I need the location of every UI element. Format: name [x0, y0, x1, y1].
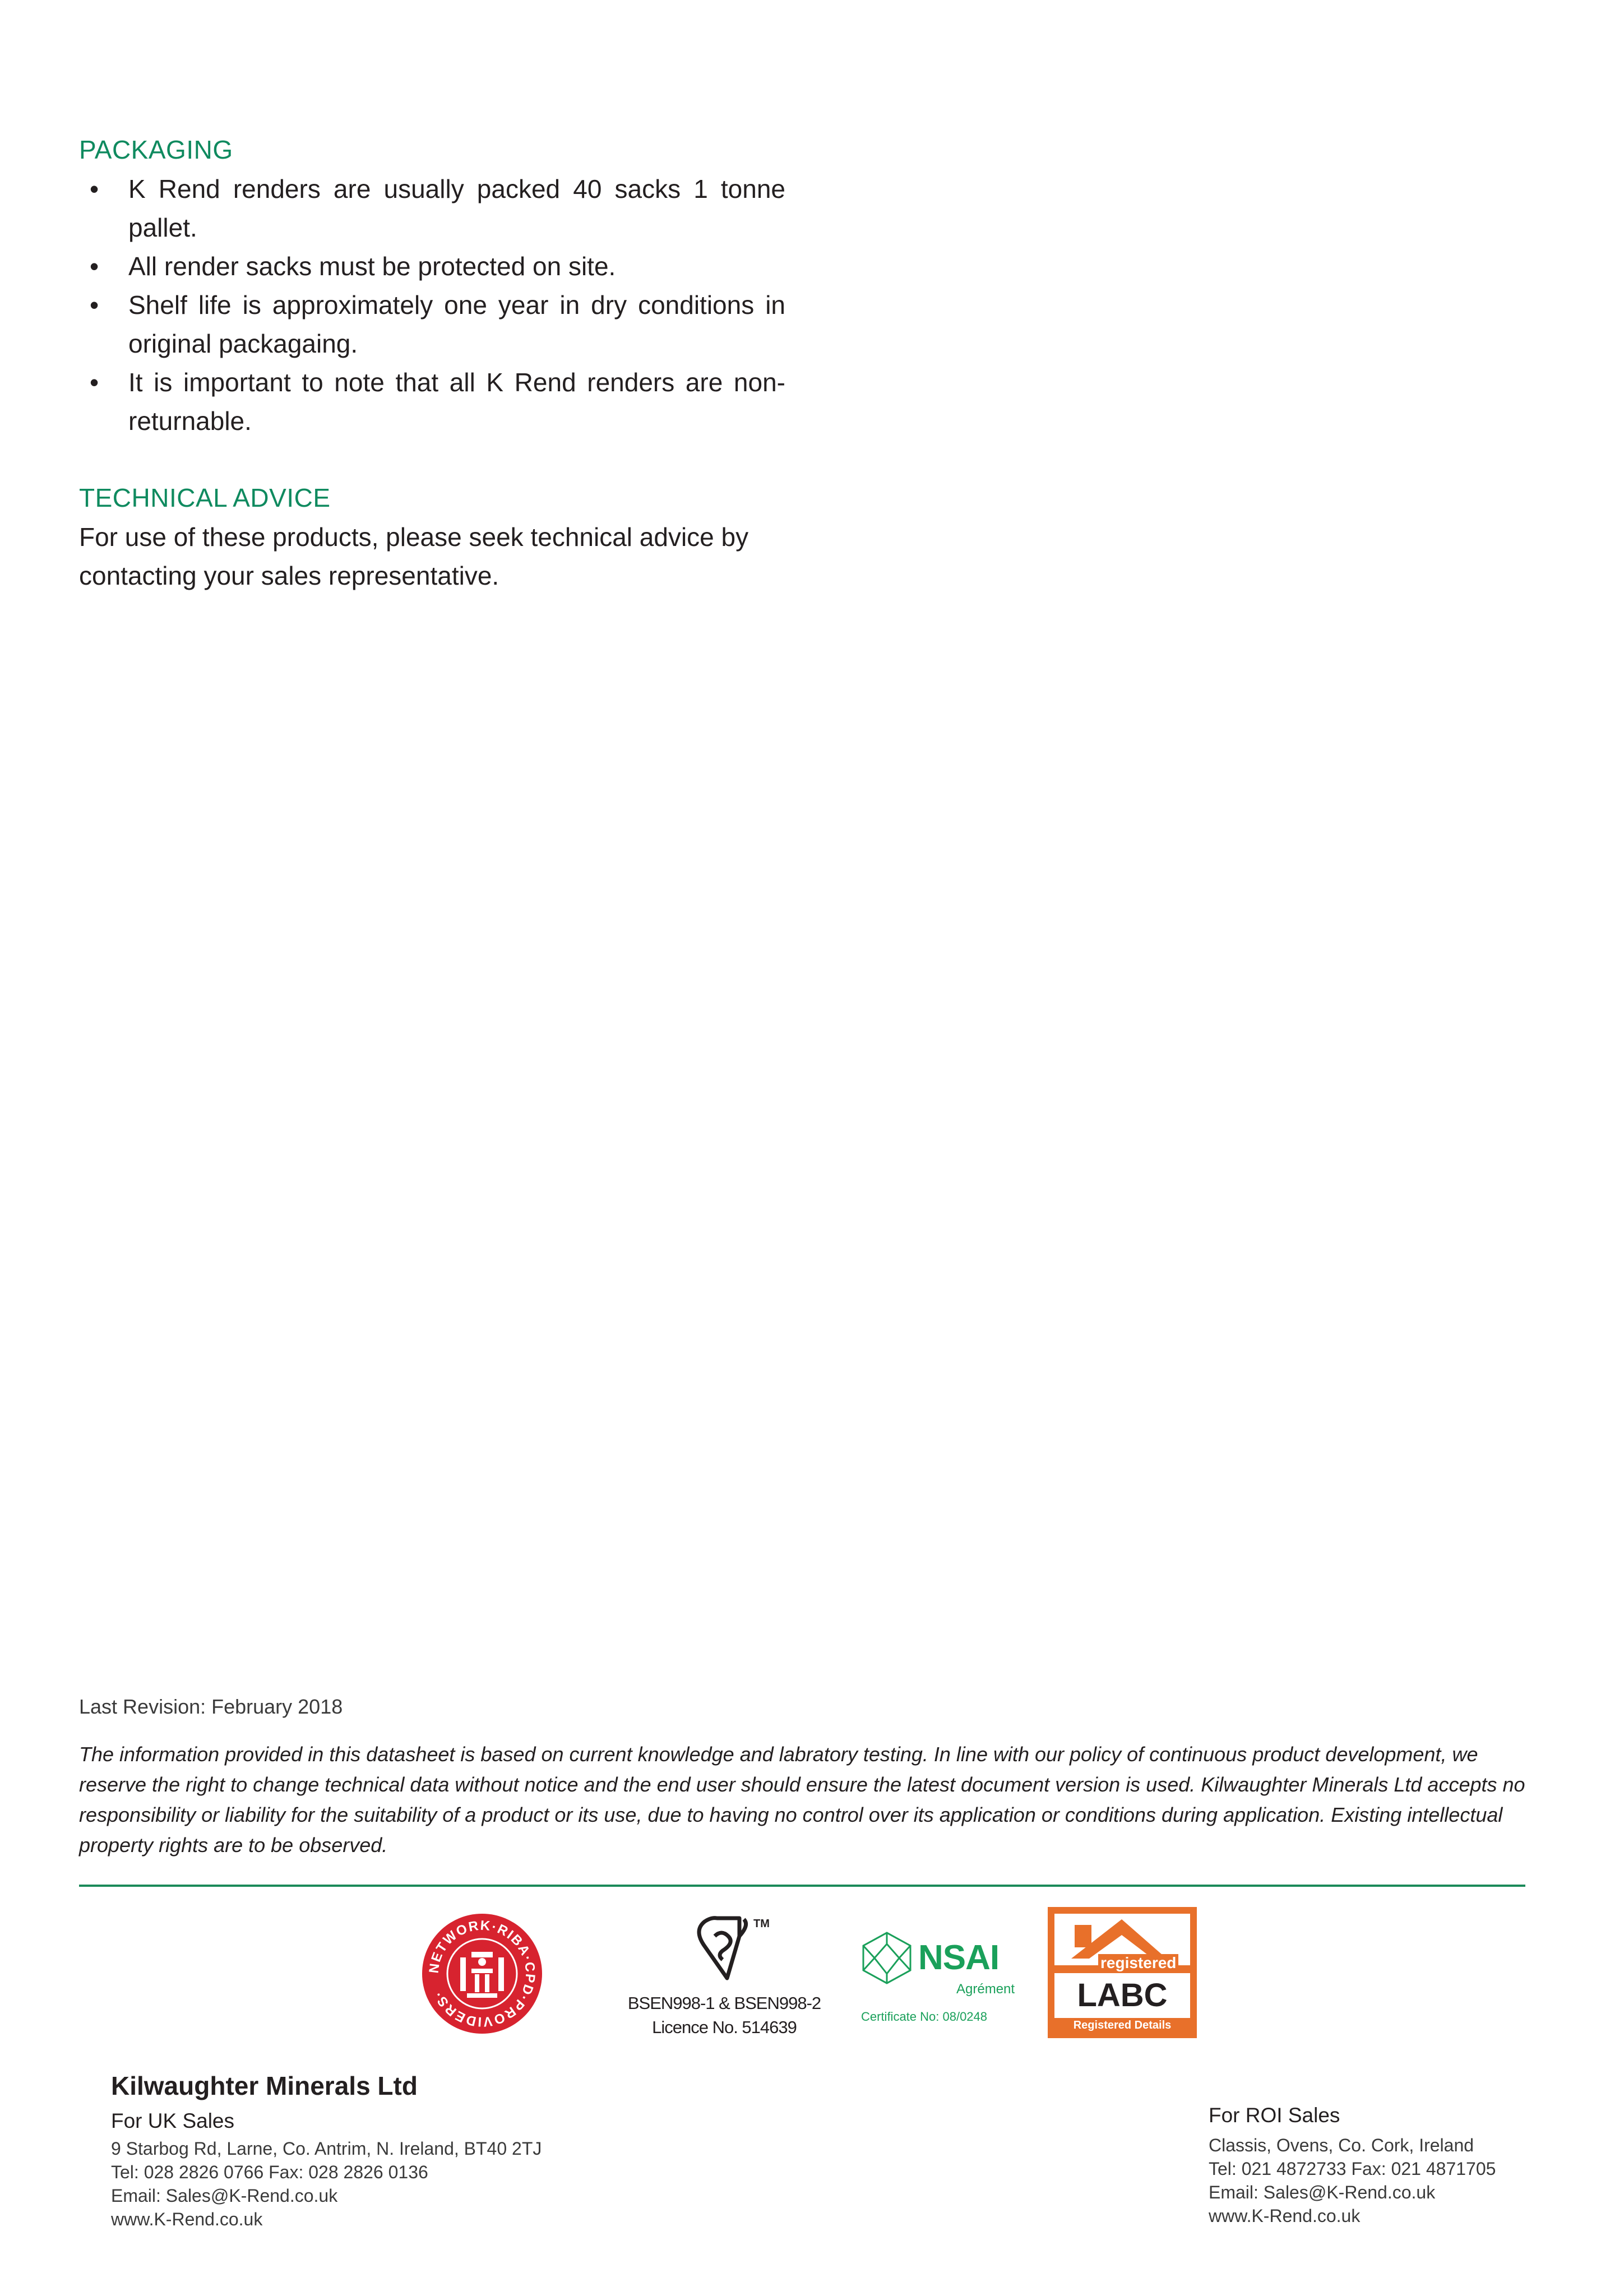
kitemark-standards: BSEN998-1 & BSEN998-2 [627, 1993, 821, 2013]
disclaimer: The information provided in this datasheet is based on current knowledge and labratory testing. In line with our policy of continuous product development, we reserve the right to change technical data without notice and the end user should ensure the latest document version is used. Kilwaughter Minerals Ltd accepts no responsibility or liability for the suitability of a product or its use, due to having no control over its application or conditions during application. Existing intellectual property rights are to be observed. [79, 1743, 1525, 1857]
kitemark-icon [688, 1914, 778, 1984]
nsai-name: NSAI [918, 1938, 1000, 1977]
roi-address: Classis, Ovens, Co. Cork, Ireland [1209, 2135, 1474, 2155]
company-name: Kilwaughter Minerals Ltd [111, 2071, 418, 2100]
roi-phone: Tel: 021 4872733 Fax: 021 4871705 [1209, 2159, 1496, 2179]
labc-details: Registered Details [1073, 2019, 1172, 2031]
roi-contact [1209, 2133, 1496, 2228]
divider [79, 1885, 1525, 1887]
last-revision: Last Revision: February 2018 [79, 1695, 343, 1718]
uk-website[interactable]: www.K-Rend.co.uk [111, 2209, 263, 2229]
uk-contact [111, 2137, 542, 2231]
list-item: • All render sacks must be protected on site. [79, 247, 785, 286]
roi-sales-title: For ROI Sales [1209, 2104, 1340, 2127]
nsai-polyhedron-icon [859, 1930, 915, 1986]
nsai-agrement: Agrément [956, 1982, 1015, 1997]
labc-logo [1048, 1907, 1197, 2038]
bullet-icon: • [89, 252, 99, 281]
riba-cpd-logo [421, 1913, 543, 2035]
nsai-certificate: Certificate No: 08/0248 [861, 2010, 988, 2024]
kitemark-logo [612, 1914, 836, 2043]
technical-advice-text: For use of these products, please seek technical advice by contacting your sales representative. [79, 522, 749, 590]
bullet-icon: • [89, 290, 99, 320]
labc-name: LABC [1054, 1973, 1190, 2018]
svg-text:TM: TM [753, 1918, 770, 1930]
nsai-logo [857, 1930, 1014, 2031]
list-item: • It is important to note that all K Rend renders are non-returnable. [79, 363, 785, 441]
list-item: • Shelf life is approximately one year in dry conditions in original packagaing. [79, 286, 785, 363]
kitemark-licence: Licence No. 514639 [652, 2017, 797, 2037]
bullet-icon: • [89, 174, 99, 203]
roi-email[interactable]: Email: Sales@K-Rend.co.uk [1209, 2182, 1436, 2202]
packaging-list [79, 170, 785, 441]
uk-email[interactable]: Email: Sales@K-Rend.co.uk [111, 2186, 338, 2206]
riba-ring-text: NETWORK·RIBA·CPD·PROVIDERS· [426, 1918, 538, 2030]
packaging-heading: PACKAGING [79, 135, 233, 164]
uk-address: 9 Starbog Rd, Larne, Co. Antrim, N. Ireland, BT40 2TJ [111, 2138, 542, 2159]
list-item: • K Rend renders are usually packed 40 sacks 1 tonne pallet. [79, 170, 785, 247]
uk-phone: Tel: 028 2826 0766 Fax: 028 2826 0136 [111, 2162, 428, 2182]
labc-registered: registered [1098, 1954, 1178, 1972]
bullet-icon: • [89, 368, 99, 397]
technical-advice-heading: TECHNICAL ADVICE [79, 483, 331, 512]
roi-website[interactable]: www.K-Rend.co.uk [1209, 2206, 1361, 2226]
uk-sales-title: For UK Sales [111, 2109, 235, 2132]
